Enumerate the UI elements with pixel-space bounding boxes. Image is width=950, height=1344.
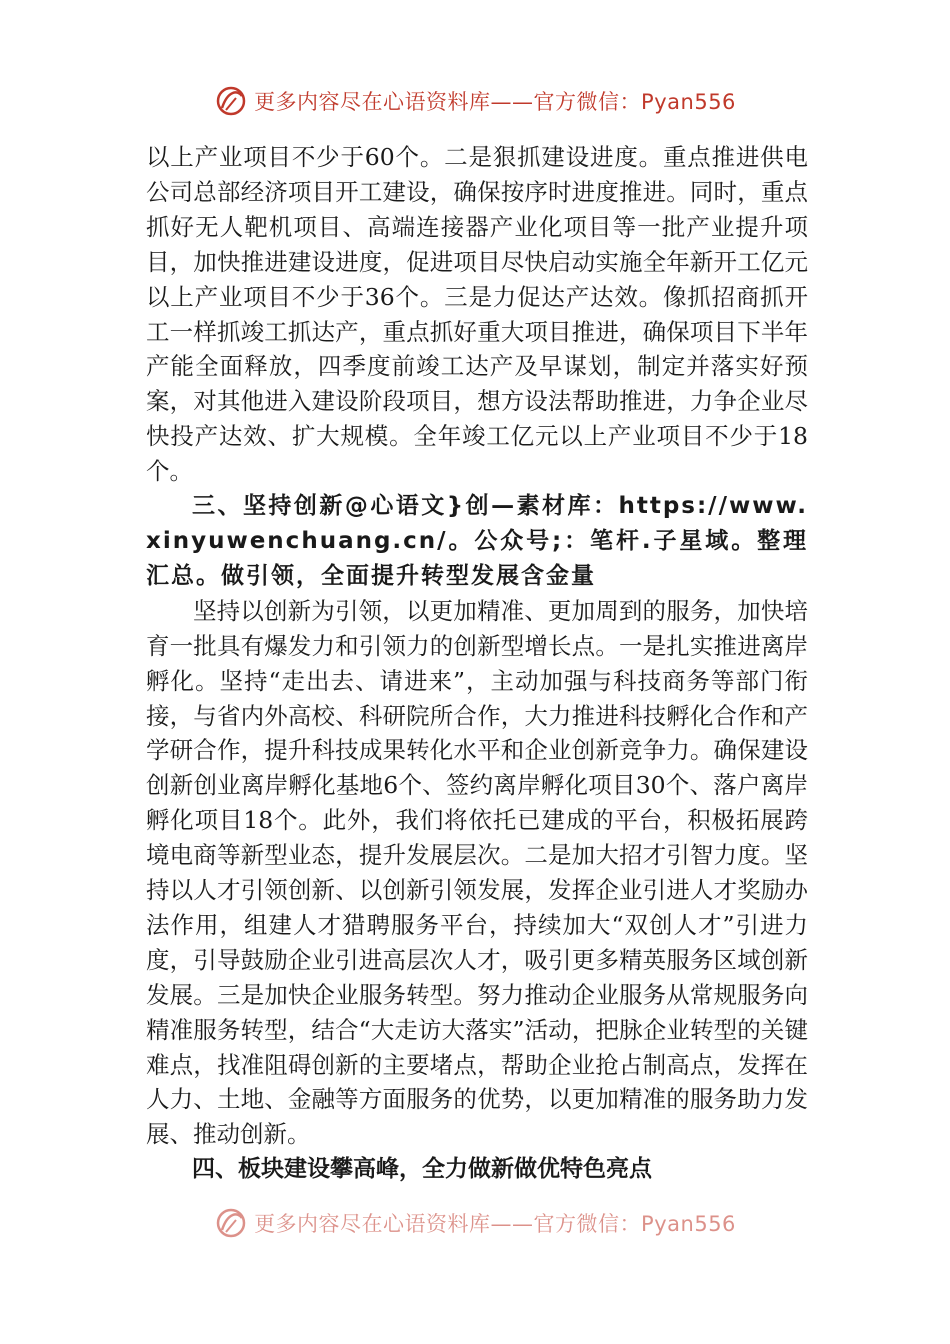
watermark-text: 更多内容尽在心语资料库——官方微信：Pyan556: [254, 1212, 736, 1236]
brand-logo-icon: [214, 84, 248, 118]
document-body: [146, 140, 808, 1187]
watermark-text: 更多内容尽在心语资料库——官方微信：Pyan556: [254, 90, 736, 114]
paragraph-1: 以上产业项目不少于60个。二是狠抓建设进度。重点推进供电公司总部经济项目开工建设，确保按序时进度推进。同时，重点抓好无人靶机项目、高端连接器产业化项目等一批产业提升项目，加快推进建设进度，促进项目尽快启动实施全年新开工亿元以上产业项目不少于36个。三是力促达产达效。像抓招商抓开工一样抓竣工抓达产，重点抓好重大项目推进，确保项目下半年产能全面释放，四季度前竣工达产及早谋划，制定并落实好预案，对其他进入建设阶段项目，想方设法帮助推进，力争企业尽快投产达效、扩大规模。全年竣工亿元以上产业项目不少于18个。: [146, 143, 808, 486]
brand-logo-icon: [214, 1208, 248, 1238]
section-heading-4: 四、板块建设攀高峰，全力做新做优特色亮点: [192, 1156, 652, 1183]
section-heading-3: 三、坚持创新@心语文}创—素材库：https://www.xinyuwenchuang.cn/。公众号;：笔杆.子星域。整理汇总。做引领，全面提升转型发展含金量: [146, 493, 808, 589]
paragraph-2: 坚持以创新为引领，以更加精准、更加周到的服务，加快培育一批具有爆发力和引领力的创新型增长点。一是扎实推进离岸孵化。坚持“走出去、请进来”，主动加强与科技商务等部门衔接，与省内外高校、科研院所合作，大力推进科技孵化合作和产学研合作，提升科技成果转化水平和企业创新竞争力。确保建设创新创业离岸孵化基地6个、签约离岸孵化项目30个、落户离岸孵化项目18个。此外，我们将依托已建成的平台，积极拓展跨境电商等新型业态，提升发展层次。二是加大招才引智力度。坚持以人才引领创新、以创新引领发展，发挥企业引进人才奖励办法作用，组建人才猎聘服务平台，持续加大“双创人才”引进力度，引导鼓励企业引进高层次人才，吸引更多精英服务区域创新发展。三是加快企业服务转型。努力推动企业服务从常规服务向精准服务转型，结合“大走访大落实”活动，把脉企业转型的关键难点，找准阻碍创新的主要堵点，帮助企业抢占制高点，发挥在人力、土地、金融等方面服务的优势，以更加精准的服务助力发展、推动创新。: [146, 596, 808, 1149]
header-watermark: [0, 84, 950, 118]
footer-watermark: [0, 1208, 950, 1238]
